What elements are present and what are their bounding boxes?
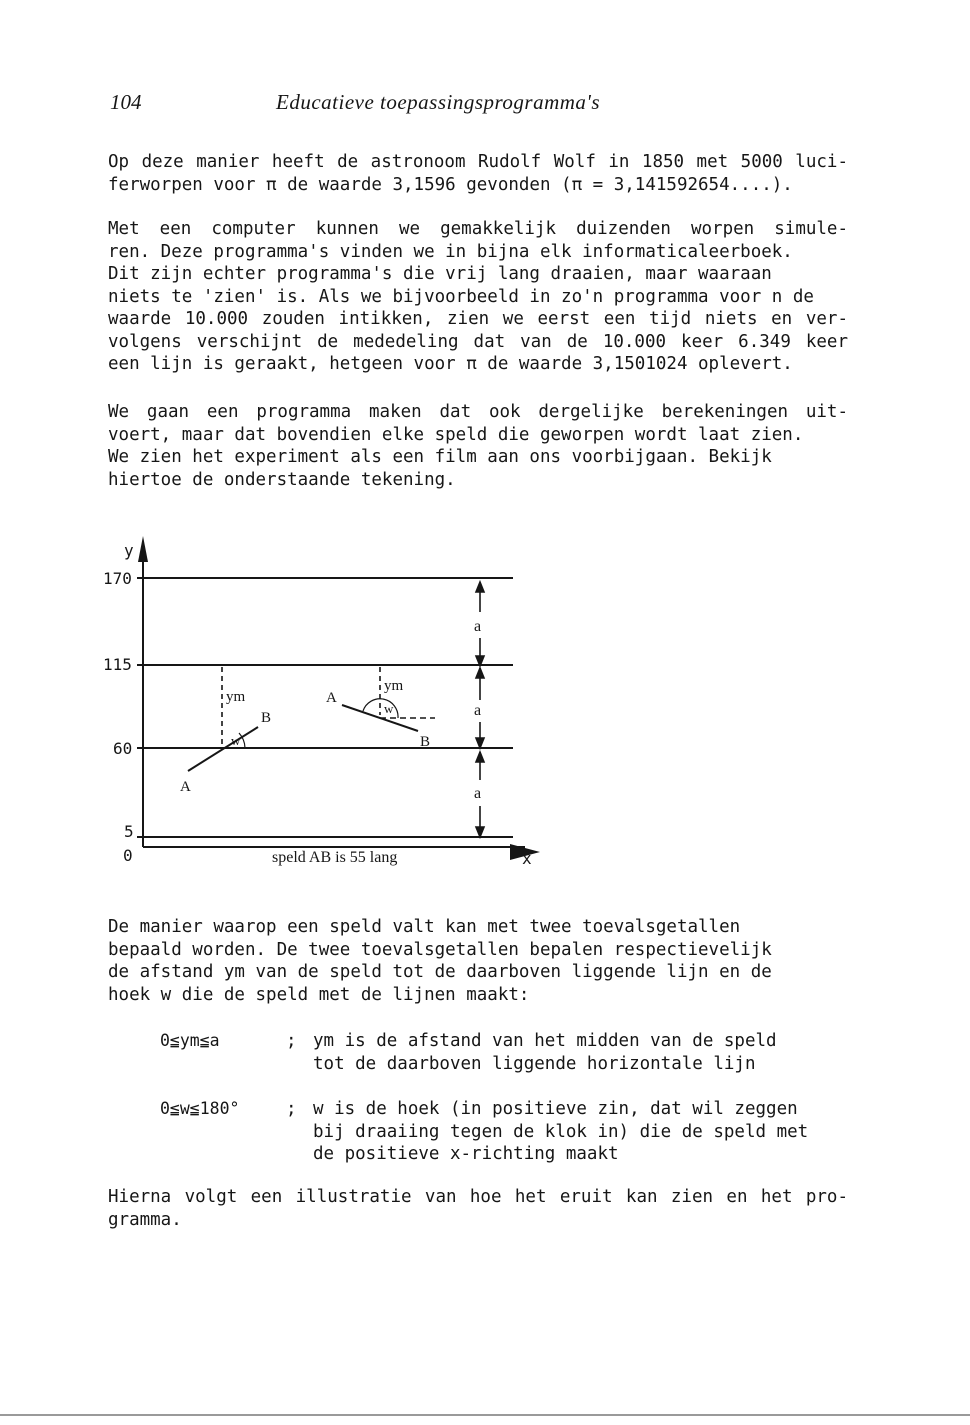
angle-w-label: w: [384, 701, 394, 716]
text-line: waarde 10.000 zouden intikken, zien we eerst een tijd niets en ver-: [108, 309, 848, 329]
definition-text: [313, 1098, 833, 1166]
definition-condition: 0≦w≦180°: [160, 1099, 240, 1118]
text-line: volgens verschijnt de mededeling dat van de 10.000 keer 6.349 keer: [108, 331, 848, 352]
y-tick-label: 60: [113, 739, 133, 758]
page-number: 104: [110, 90, 142, 114]
spacing-label: a: [474, 702, 482, 719]
figure-caption: speld AB is 55 lang: [272, 849, 398, 866]
text-line: We gaan een programma maken dat ook dergelijke berekeningen uit-: [108, 402, 848, 422]
point-a-label: A: [180, 779, 191, 795]
text-line: Hierna volgt een illustratie van hoe het eruit kan zien en het pro-: [108, 1187, 848, 1207]
paragraph-wolf: [108, 151, 848, 196]
point-b-label: B: [261, 710, 272, 726]
page-header: [110, 90, 870, 120]
x-axis-label: x: [522, 849, 532, 868]
paragraph-program: [108, 401, 848, 491]
y-arrow-icon: [138, 536, 148, 562]
buffon-needle-figure: [100, 530, 560, 875]
text-line: ym is de afstand van het midden van de speld: [313, 1031, 777, 1051]
text-line: gramma.: [108, 1209, 182, 1230]
y-tick-label: 115: [103, 655, 132, 674]
ym-label: ym: [226, 689, 246, 705]
text-line: De manier waarop een speld valt kan met twee toevalsgetallen: [108, 917, 741, 937]
text-line: de positieve x-richting maakt: [313, 1144, 619, 1164]
point-b-label: B: [420, 734, 431, 750]
spacing-label: a: [474, 618, 482, 635]
text-line: niets te 'zien' is. Als we bijvoorbeeld in zo'n programma voor n de: [108, 286, 814, 307]
text-line: een lijn is geraakt, hetgeen voor π de waarde 3,1501024 oplevert.: [108, 354, 793, 374]
text-line: Op deze manier heeft de astronoom Rudolf Wolf in 1850 met 5000 luci-: [108, 152, 848, 172]
paragraph-computer: [108, 218, 848, 376]
y-axis-label: y: [124, 541, 134, 560]
spacing-label: a: [474, 785, 482, 802]
point-a-label: A: [326, 690, 337, 706]
definition-separator: ;: [286, 1031, 297, 1051]
y-tick-label: 5: [124, 822, 134, 841]
y-tick-label: 170: [103, 569, 132, 588]
text-line: w is de hoek (in positieve zin, dat wil zeggen: [313, 1099, 798, 1119]
ym-label: ym: [384, 678, 404, 694]
page-bottom-rule: [0, 1414, 970, 1416]
text-line: voert, maar dat bovendien elke speld die geworpen wordt laat zien.: [108, 424, 804, 445]
angle-w-label: w: [231, 733, 241, 748]
running-title: Educatieve toepassingsprogramma's: [276, 90, 601, 114]
definition-separator: ;: [286, 1099, 297, 1119]
definition-ym: [108, 1030, 868, 1098]
definition-text: [313, 1030, 833, 1075]
text-line: hoek w die de speld met de lijnen maakt:: [108, 984, 530, 1005]
definition-w: [108, 1098, 868, 1188]
text-line: ren. Deze programma's vinden we in bijna elk informaticaleerboek.: [108, 241, 793, 262]
text-line: We zien het experiment als een film aan ons voorbijgaan. Bekijk: [108, 447, 772, 467]
y-tick-label: 0: [123, 846, 133, 865]
definition-list: [108, 1030, 868, 1188]
text-line: Met een computer kunnen we gemakkelijk duizenden worpen simule-: [108, 219, 848, 239]
paragraph-next: [108, 1186, 848, 1231]
text-line: hiertoe de onderstaande tekening.: [108, 469, 456, 490]
paragraph-random: [108, 916, 848, 1006]
text-line: bepaald worden. De twee toevalsgetallen bepalen respectievelijk: [108, 939, 772, 960]
definition-condition: 0≦ym≦a: [160, 1031, 220, 1050]
text-line: de afstand ym van de speld tot de daarboven liggende lijn en de: [108, 962, 772, 982]
text-line: ferworpen voor π de waarde 3,1596 gevonden (π = 3,141592654....).: [108, 174, 793, 195]
text-line: tot de daarboven liggende horizontale lijn: [313, 1053, 756, 1074]
text-line: Dit zijn echter programma's die vrij lang draaien, maar waaraan: [108, 264, 772, 284]
text-line: bij draaiing tegen de klok in) die de speld met: [313, 1121, 809, 1142]
